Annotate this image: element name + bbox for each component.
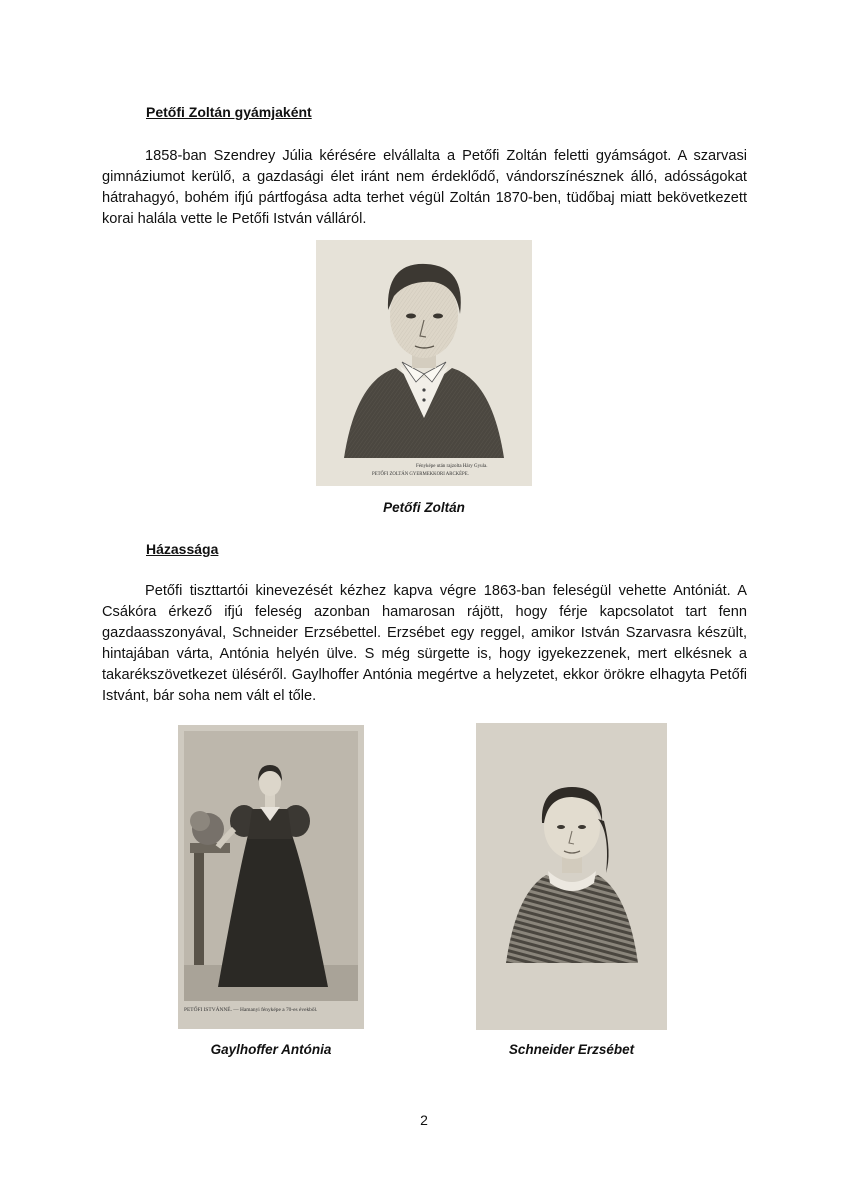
caption-petofi-zoltan: Petőfi Zoltán [383,500,465,515]
photo-gaylhoffer-antonia [178,725,364,1029]
paragraph-marriage [102,581,747,707]
section-heading-guardian: Petőfi Zoltán gyámjaként [146,104,312,120]
paragraph-guardian-text: 1858-ban Szendrey Júlia kérésére elvállalta a Petőfi Zoltán feletti gyámságot. A szarvasi gimnáziumot kerülő, a gazdasági élet iránt nem érdeklődő, vándorszínésznek álló, adósságokat hátrahagyó, bohém ifjú pártfogása adta terhet végül Zoltán 1870-ben, tüdőbaj miatt bekövetkezett korai halála vette le Petőfi István válláról. [102,148,747,227]
portrait-petofi-zoltan [316,240,532,486]
section-heading-marriage: Házassága [146,541,219,557]
photo-woman-in-dress [178,725,364,1029]
engraving-illustration [316,240,532,486]
engraving-credit: Fényképe után rajzolta Háry Gyula. [416,464,488,469]
page-number: 2 [420,1112,428,1128]
photo-woman-portrait [476,723,667,1030]
paragraph-marriage-text: Petőfi tiszttartói kinevezését kézhez kapva végre 1863-ban feleségül vehette Antóniát. A Csákóra érkező ifjú feleség azonban hamarosan rájött, hogy férje kapcsolatot tart fenn gazdaasszonyával, Schneider Erzsébettel. Erzsébet egy reggel, amikor István Szarvasra készült, hintajában várta, Antónia helyén ülve. S még sürgette is, hogy igyekezzenek, mert elkésnek a takarékszövetkezet üléséről. Gaylhoffer Antónia megértve a helyzetet, ekkor örökre elhagyta Petőfi Istvánt, bár soha nem vált el tőle. [102,583,747,704]
engraving-title: PETŐFI ZOLTÁN GYERMEKKORI ARCKÉPE. [372,472,469,477]
photo-schneider-erzsebet [476,723,667,1030]
caption-schneider-erzsebet: Schneider Erzsébet [508,1042,635,1057]
caption-gaylhoffer-antonia: Gaylhoffer Antónia [210,1042,332,1057]
photo-inscription: PETŐFI ISTVÁNNÉ. — Hamanyi fényképe a 70-es évekből. [184,1007,318,1013]
paragraph-guardian [102,146,747,230]
